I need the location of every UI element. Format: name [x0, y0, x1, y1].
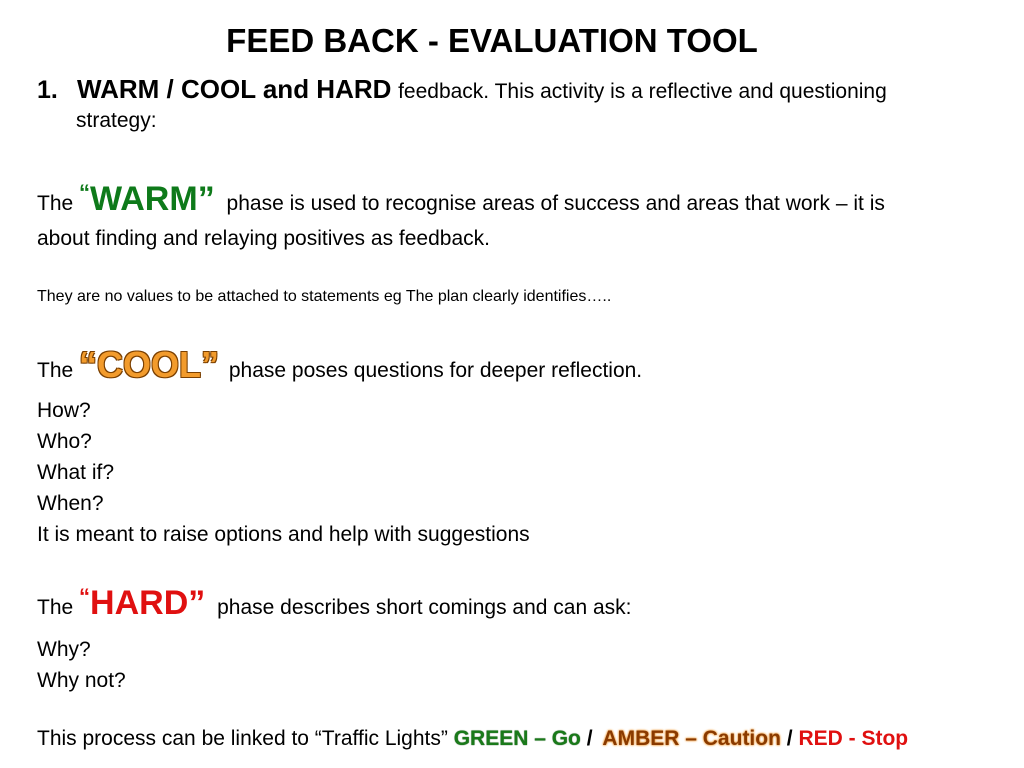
- warm-close-quote: ”: [197, 180, 215, 218]
- cool-word: “COOL”: [79, 344, 220, 385]
- item-text-line2: strategy:: [76, 109, 157, 132]
- item-heading: WARM / COOL and HARD: [77, 74, 392, 104]
- traffic-lights-text: This process can be linked to “Traffic Lights”: [37, 727, 448, 750]
- hard-questions: [37, 634, 126, 696]
- warm-note: They are no values to be attached to statements eg The plan clearly identifies…..: [37, 288, 612, 305]
- cool-question: Who?: [37, 430, 92, 453]
- cool-question: What if?: [37, 461, 115, 484]
- hard-text: phase describes short comings and can ask:: [217, 596, 632, 619]
- cool-lead: The: [37, 359, 74, 382]
- cool-question: When?: [37, 492, 104, 515]
- page-title: FEED BACK - EVALUATION TOOL: [226, 22, 758, 59]
- red-stop: RED - Stop: [798, 727, 909, 750]
- cool-line: [37, 344, 642, 386]
- hard-word: HARD: [90, 584, 189, 622]
- separator: /: [586, 727, 593, 750]
- warm-lead: The: [37, 192, 74, 215]
- list-number: 1.: [37, 76, 58, 104]
- cool-questions: [37, 395, 530, 550]
- separator: /: [786, 727, 793, 750]
- cool-question: How?: [37, 399, 91, 422]
- hard-question: Why?: [37, 638, 91, 661]
- cool-text: phase poses questions for deeper reflection.: [228, 359, 643, 382]
- hard-close-quote: ”: [188, 584, 206, 622]
- warm-open-quote: “: [79, 180, 91, 205]
- hard-lead: The: [37, 596, 74, 619]
- warm-text-line2: about finding and relaying positives as feedback.: [37, 227, 490, 250]
- green-go: GREEN – Go: [453, 727, 581, 750]
- cool-summary: It is meant to raise options and help with suggestions: [37, 523, 530, 546]
- amber-caution: AMBER – Caution: [602, 727, 781, 750]
- warm-text-line1: phase is used to recognise areas of success and areas that work – it is: [226, 192, 885, 215]
- item-text-line1: feedback. This activity is a reflective and questioning: [398, 80, 887, 103]
- warm-line1: [37, 180, 885, 219]
- hard-question: Why not?: [37, 669, 126, 692]
- warm-word: WARM: [90, 180, 198, 218]
- list-item-1: [37, 72, 997, 135]
- hard-open-quote: “: [79, 584, 91, 609]
- hard-line: [37, 584, 632, 623]
- traffic-lights-line: [37, 727, 908, 751]
